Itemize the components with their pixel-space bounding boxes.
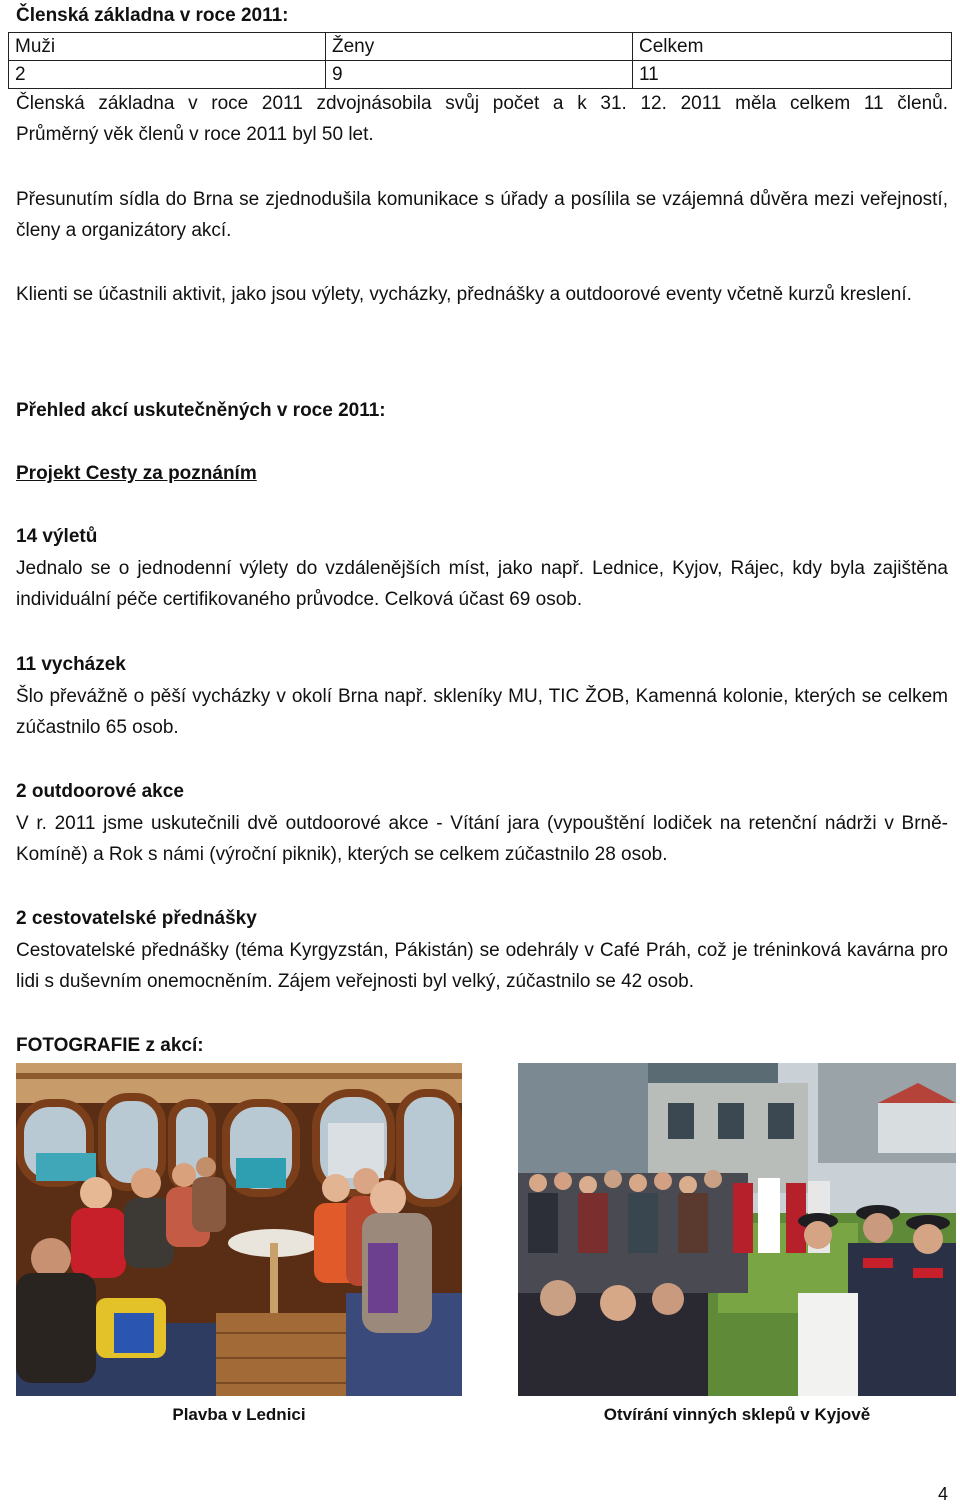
table-cell-men: 2 [9,61,326,89]
photo-boat-trip [16,1063,462,1396]
photo-wine-cellar [518,1063,956,1396]
table-row [9,61,952,89]
membership-paragraph-1b: Průměrný věk členů v roce 2011 byl 50 let. [16,124,374,145]
membership-heading: Členská základna v roce 2011: [16,5,289,26]
photo-boat-trip-image [16,1063,462,1396]
photo-caption-boat: Plavba v Lednici [172,1405,306,1424]
table-header-women: Ženy [326,33,633,61]
membership-paragraph-3: Klienti se účastnili aktivit, jako jsou výlety, vycházky, přednášky a outdoorové eventy včetně kurzů kreslení. [16,284,912,305]
photo-caption-cellar: Otvírání vinných sklepů v Kyjově [603,1405,871,1424]
membership-paragraph-1a: Členská základna v roce 2011 zdvojnásobila svůj počet a k 31. 12. 2011 měla celkem 11 členů. [16,93,948,114]
event-title-trips: 14 výletů [16,526,98,547]
event-title-walks: 11 vycházek [16,654,126,675]
table-header-men: Muži [9,33,326,61]
event-text-outdoor: V r. 2011 jsme uskutečnili dvě outdoorové akce - Vítání jara (vypouštění lodiček na retenční nádrži v Brně-Komíně) a Rok s námi (výroční piknik), kterých se celkem zúčastnilo 28 osob. [16,813,948,865]
membership-table [8,32,952,89]
photo-wine-cellar-image [518,1063,956,1396]
photos-heading: FOTOGRAFIE z akcí: [16,1035,204,1056]
table-cell-total: 11 [633,61,952,89]
event-title-outdoor: 2 outdoorové akce [16,781,184,802]
table-cell-women: 9 [326,61,633,89]
project-title: Projekt Cesty za poznáním [16,463,257,484]
membership-paragraph-2: Přesunutím sídla do Brna se zjednodušila komunikace s úřady a posílila se vzájemná důvěra mezi veřejností, členy a organizátory akcí. [16,189,948,241]
event-text-trips: Jednalo se o jednodenní výlety do vzdálenějších míst, jako např. Lednice, Kyjov, Rájec, kdy byla zajištěna individuální péče certifikovaného průvodce. Celková účast 69 osob. [16,558,948,610]
event-text-lectures: Cestovatelské přednášky (téma Kyrgyzstán, Pákistán) se odehrály v Café Práh, což je tréninková kavárna pro lidi s duševním onemocněním. Zájem veřejnosti byl velký, zúčastnilo se 42 osob. [16,940,948,992]
table-header-total: Celkem [633,33,952,61]
event-title-lectures: 2 cestovatelské přednášky [16,908,257,929]
table-header-row [9,33,952,61]
page-number: 4 [937,1484,948,1504]
events-heading: Přehled akcí uskutečněných v roce 2011: [16,400,386,421]
event-text-walks: Šlo převážně o pěší vycházky v okolí Brna např. skleníky MU, TIC ŽOB, Kamenná kolonie, kterých se celkem zúčastnilo 65 osob. [16,686,948,738]
